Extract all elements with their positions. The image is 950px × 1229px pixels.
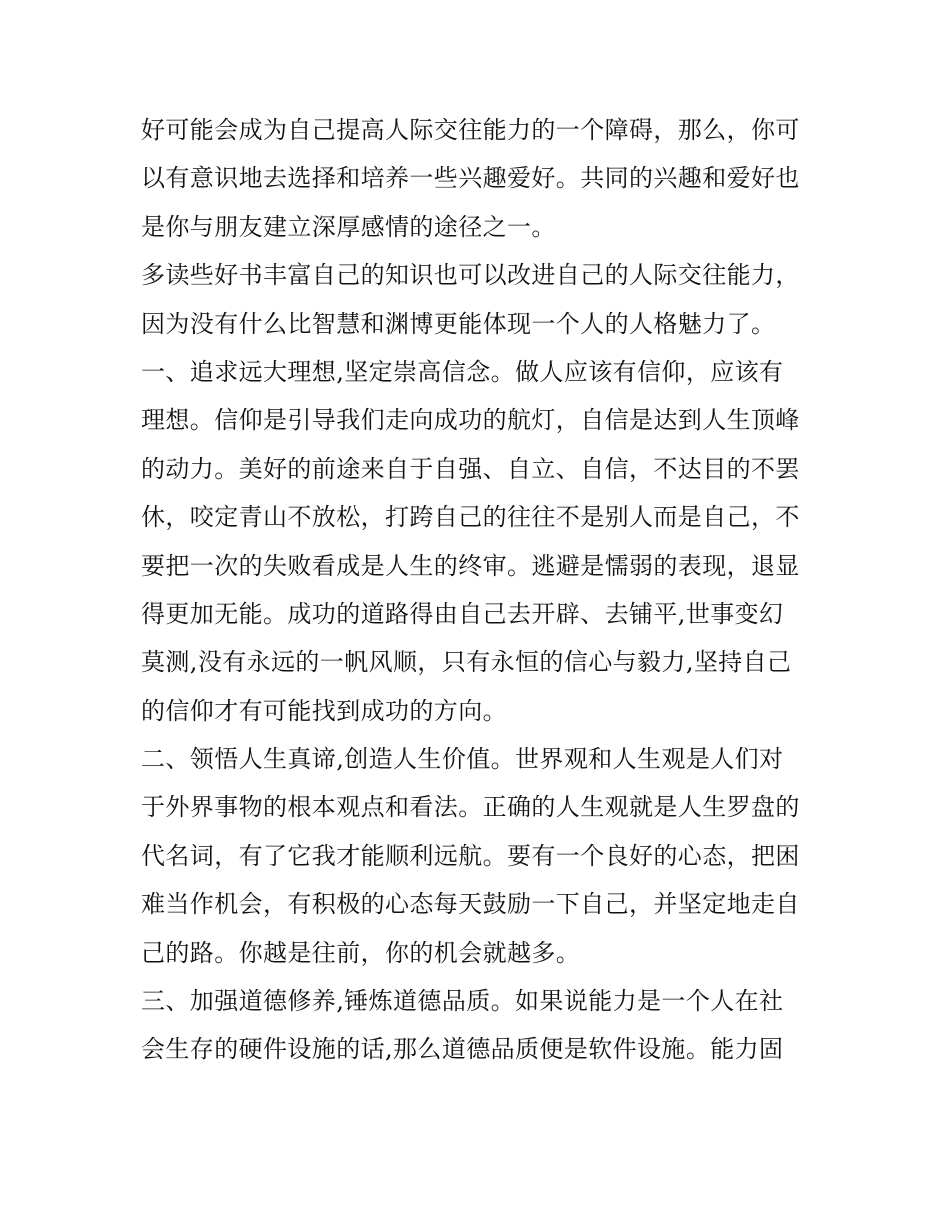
text-line: 好可能会成为自己提高人际交往能力的一个障碍，那么，你可 [141, 116, 800, 144]
text-line: 代名词，有了它我才能顺利远航。要有一个良好的心态，把困 [141, 841, 800, 870]
text-line: 的信仰才有可能找到成功的方向。 [141, 696, 507, 725]
text-line: 因为没有什么比智慧和渊博更能体现一个人的人格魅力了。 [141, 309, 776, 338]
text-line: 理想。信仰是引导我们走向成功的航灯，自信是达到人生顶峰 [141, 406, 800, 435]
text-line: 以有意识地去选择和培养一些兴趣爱好。共同的兴趣和爱好也 [141, 164, 800, 193]
text-line: 二、领悟人生真谛,创造人生价值。世界观和人生观是人们对 [141, 745, 784, 774]
text-line: 得更加无能。成功的道路得由自己去开辟、去铺平,世事变幻 [141, 599, 784, 628]
text-line: 莫测,没有永远的一帆风顺，只有永恒的信心与毅力,坚持自己 [141, 648, 792, 677]
text-line: 要把一次的失败看成是人生的终审。逃避是懦弱的表现，退显 [141, 551, 800, 580]
text-line: 多读些好书丰富自己的知识也可以改进自己的人际交往能力， [141, 261, 800, 290]
body-text [141, 106, 813, 1074]
text-line: 一、追求远大理想,坚定崇高信念。做人应该有信仰，应该有 [141, 357, 784, 386]
text-line: 休，咬定青山不放松，打跨自己的往往不是别人而是自己，不 [141, 503, 800, 532]
text-line: 三、加强道德修养,锤炼道德品质。如果说能力是一个人在社 [141, 987, 784, 1016]
text-line: 己的路。你越是往前，你的机会就越多。 [141, 938, 581, 967]
text-line: 难当作机会，有积极的心态每天鼓励一下自己，并坚定地走自 [141, 890, 800, 919]
text-line: 于外界事物的根本观点和看法。正确的人生观就是人生罗盘的 [141, 793, 800, 822]
text-line: 会生存的硬件设施的话,那么道德品质便是软件设施。能力固 [141, 1035, 784, 1064]
text-line: 的动力。美好的前途来自于自强、自立、自信，不达目的不罢 [141, 454, 800, 483]
text-line: 是你与朋友建立深厚感情的途径之一。 [141, 212, 556, 241]
